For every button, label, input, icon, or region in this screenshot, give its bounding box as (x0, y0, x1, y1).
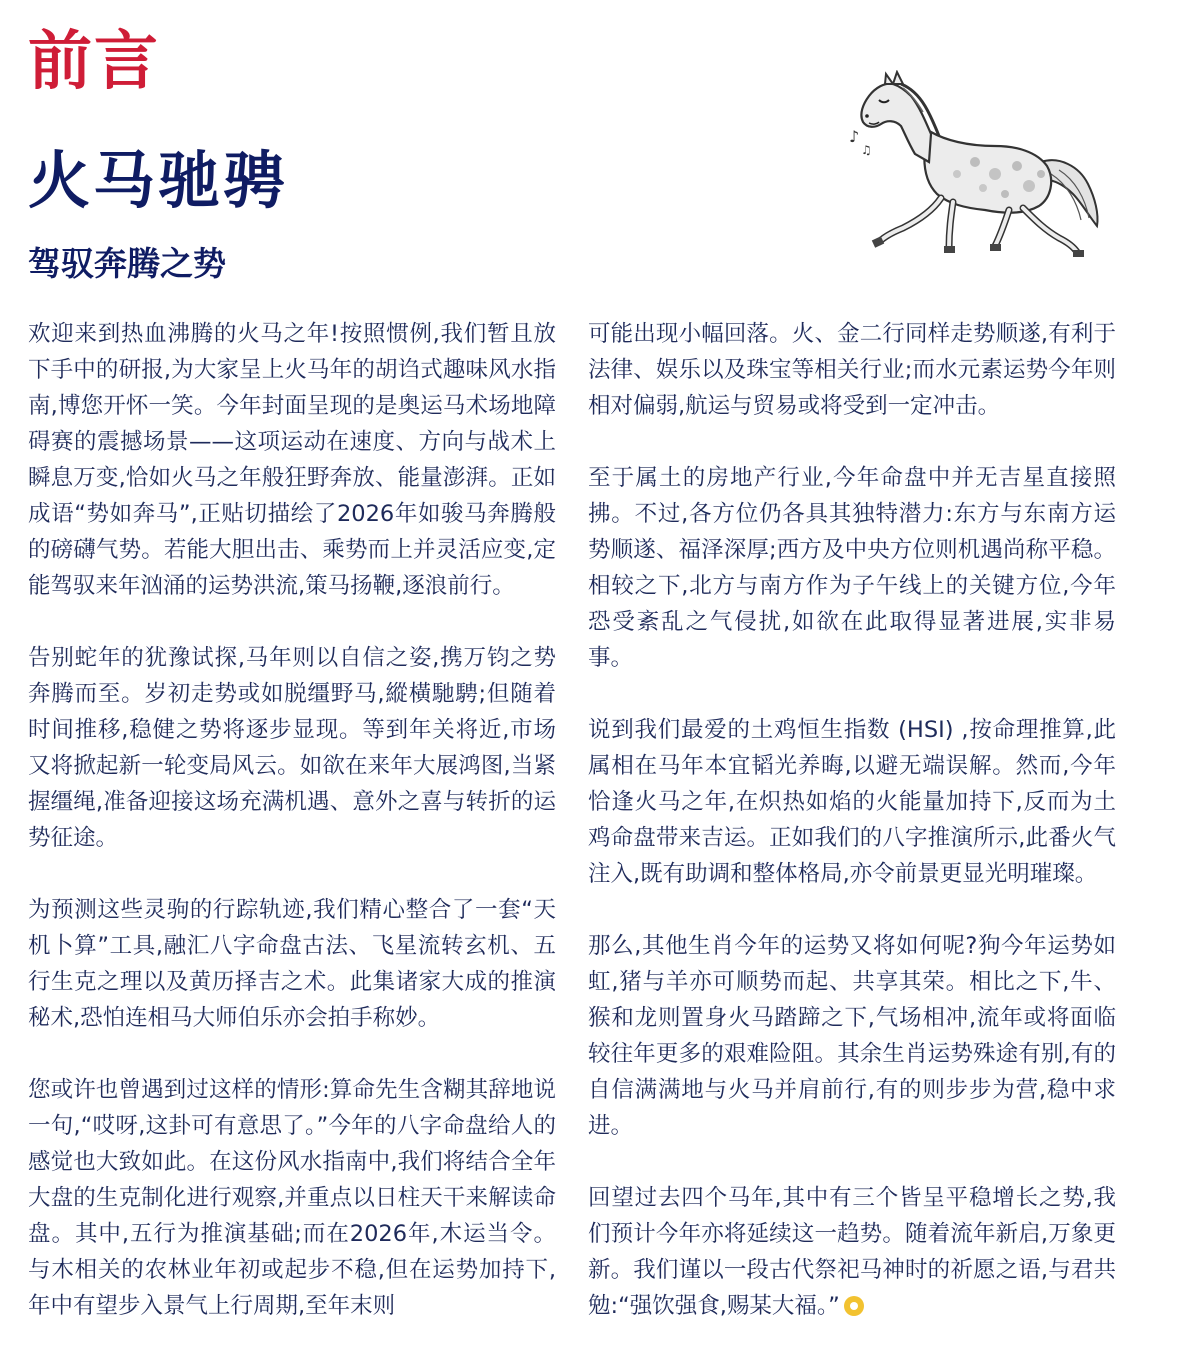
final-paragraph (588, 1180, 1116, 1324)
end-of-article-icon (844, 1296, 864, 1316)
body-paragraph: 可能出现小幅回落。火、金二行同样走势顺遂,有利于法律、娱乐以及珠宝等相关行业;而水元素运势今年则相对偏弱,航运与贸易或将受到一定冲击。 (588, 321, 1116, 419)
body-paragraph: 您或许也曾遇到过这样的情形:算命先生含糊其辞地说一句,“哎呀,这卦可有意思了。”今年的八字命盘给人的感觉也大致如此。在这份风水指南中,我们将结合全年大盘的生克制化进行观察,并重点以日柱天干来解读命盘。其中,五行为推演基础;而在2026年,木运当令。与木相关的农林业年初或起步不稳,但在运势加持下,年中有望步入景气上行周期,至年末则 (28, 1077, 556, 1319)
article-subtitle: 驾驭奔腾之势 (28, 244, 226, 283)
section-kicker: 前言 (28, 25, 160, 99)
horse-illustration-icon (845, 70, 1110, 260)
body-paragraph: 说到我们最爱的土鸡恒生指数 (HSI) ,按命理推算,此属相在马年本宜韬光养晦,以避无端误解。然而,今年恰逢火马之年,在炽热如焰的火能量加持下,反而为土鸡命盘带来吉运。正如我们的八字推演所示,此番火气注入,既有助调和整体格局,亦令前景更显光明璀璨。 (588, 717, 1116, 887)
body-paragraph: 至于属土的房地产行业,今年命盘中并无吉星直接照拂。不过,各方位仍各具其独特潜力:东方与东南方运势顺遂、福泽深厚;西方及中央方位则机遇尚称平稳。相较之下,北方与南方作为子午线上的关键方位,今年恐受紊乱之气侵扰,如欲在此取得显著进展,实非易事。 (588, 465, 1116, 671)
svg-text:♪: ♪ (849, 127, 860, 146)
left-text-column (28, 316, 556, 1360)
body-paragraph: 欢迎来到热血沸腾的火马之年!按照惯例,我们暂且放下手中的研报,为大家呈上火马年的胡诌式趣味风水指南,博您开怀一笑。今年封面呈现的是奥运马术场地障碍赛的震撼场景——这项运动在速度、方向与战术上瞬息万变,恰如火马之年般狂野奔放、能量澎湃。正如成语“势如奔马”,正贴切描绘了2026年如骏马奔腾般的磅礴气势。若能大胆出击、乘势而上并灵活应变,定能驾驭来年汹涌的运势洪流,策马扬鞭,逐浪前行。 (28, 321, 556, 599)
body-paragraph: 告别蛇年的犹豫试探,马年则以自信之姿,携万钧之势奔腾而至。岁初走势或如脱缰野马,縱橫馳騁;但随着时间推移,稳健之势将逐步显现。等到年关将近,市场又将掀起新一轮变局风云。如欲在来年大展鸿图,当紧握缰绳,准备迎接这场充满机遇、意外之喜与转折的运势征途。 (28, 645, 556, 851)
body-paragraph: 那么,其他生肖今年的运势又将如何呢?狗今年运势如虹,猪与羊亦可顺势而起、共享其荣。相比之下,牛、猴和龙则置身火马踏蹄之下,气场相冲,流年或将面临较往年更多的艰难险阻。其余生肖运势殊途有别,有的自信满满地与火马并肩前行,有的则步步为营,稳中求进。 (588, 933, 1116, 1139)
svg-text:♫: ♫ (861, 143, 872, 157)
final-paragraph-text: 回望过去四个马年,其中有三个皆呈平稳增长之势,我们预计今年亦将延续这一趋势。随着流年新启,万象更新。我们谨以一段古代祭祀马神时的祈愿之语,与君共勉:“强饮强食,赐某大福。” (588, 1185, 1116, 1319)
body-paragraph: 为预测这些灵驹的行踪轨迹,我们精心整合了一套“天机卜算”工具,融汇八字命盘古法、飞星流转玄机、五行生克之理以及黄历择吉之术。此集诸家大成的推演秘术,恐怕连相马大师伯乐亦会拍手称妙。 (28, 897, 556, 1031)
right-text-column (588, 316, 1116, 1360)
article-title: 火马驰骋 (28, 144, 289, 217)
